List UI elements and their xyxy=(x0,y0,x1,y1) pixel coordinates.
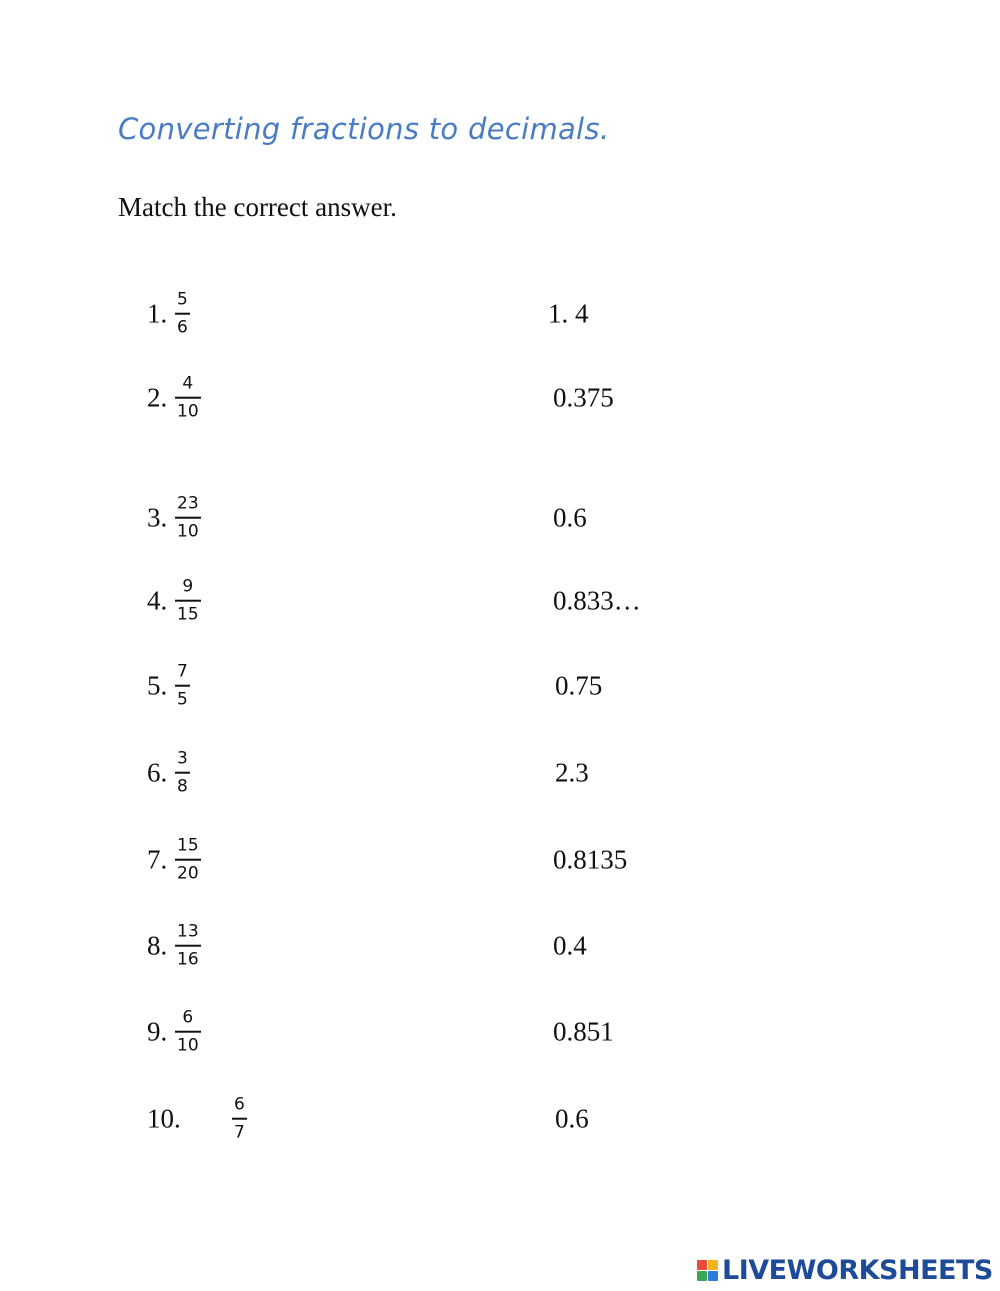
logo-square-green xyxy=(697,1271,707,1281)
fraction-numerator: 9 xyxy=(182,576,194,597)
fraction-denominator: 15 xyxy=(177,604,199,625)
fraction xyxy=(175,289,190,338)
logo-square-yellow xyxy=(708,1260,718,1270)
fraction-numerator: 4 xyxy=(182,373,194,394)
question-row xyxy=(0,284,1000,344)
question-row xyxy=(0,656,1000,716)
fraction-denominator: 20 xyxy=(177,863,199,884)
question-row xyxy=(0,916,1000,976)
fraction-numerator: 15 xyxy=(177,835,199,856)
answer-option[interactable]: 2.3 xyxy=(555,757,589,788)
fraction-numerator: 6 xyxy=(182,1007,194,1028)
fraction-numerator: 13 xyxy=(177,921,199,942)
fraction xyxy=(175,835,201,884)
question-row xyxy=(0,1002,1000,1062)
fraction-denominator: 10 xyxy=(177,1035,199,1056)
question-row xyxy=(0,1089,1000,1149)
fraction xyxy=(232,1094,247,1143)
fraction-denominator: 7 xyxy=(234,1122,245,1143)
question-number: 9. xyxy=(147,1016,168,1047)
fraction-denominator: 5 xyxy=(177,689,188,710)
fraction xyxy=(175,576,201,625)
liveworksheets-logo[interactable] xyxy=(697,1255,993,1285)
fraction xyxy=(175,1007,201,1056)
question-number: 1. xyxy=(147,298,168,329)
instruction-text: Match the correct answer. xyxy=(118,192,397,222)
question-row xyxy=(0,571,1000,631)
fraction xyxy=(175,921,201,970)
question-number: 5. xyxy=(147,670,168,701)
answer-option[interactable]: 1. 4 xyxy=(548,298,589,329)
fraction xyxy=(175,661,190,710)
question-row xyxy=(0,488,1000,548)
fraction-denominator: 6 xyxy=(177,317,188,338)
answer-option[interactable]: 0.851 xyxy=(553,1016,614,1047)
answer-option[interactable]: 0.6 xyxy=(555,1103,589,1134)
question-number: 7. xyxy=(147,844,168,875)
fraction-numerator: 5 xyxy=(177,289,188,310)
question-number: 3. xyxy=(147,502,168,533)
question-row xyxy=(0,743,1000,803)
fraction-denominator: 10 xyxy=(177,521,199,542)
fraction-denominator: 8 xyxy=(177,776,188,797)
answer-option[interactable]: 0.375 xyxy=(553,382,614,413)
fraction-denominator: 10 xyxy=(177,401,199,422)
logo-square-blue xyxy=(708,1271,718,1281)
fraction-numerator: 7 xyxy=(177,661,188,682)
logo-text: LIVEWORKSHEETS xyxy=(722,1254,993,1286)
answer-option[interactable]: 0.833… xyxy=(553,585,641,616)
fraction-numerator: 23 xyxy=(177,493,199,514)
fraction-numerator: 6 xyxy=(234,1094,245,1115)
logo-square-red xyxy=(697,1260,707,1270)
question-number: 6. xyxy=(147,757,168,788)
logo-mark-icon xyxy=(697,1260,718,1281)
answer-option[interactable]: 0.8135 xyxy=(553,844,628,875)
question-number: 2. xyxy=(147,382,168,413)
worksheet-title: Converting fractions to decimals. xyxy=(118,112,610,146)
question-row xyxy=(0,368,1000,428)
answer-option[interactable]: 0.4 xyxy=(553,930,587,961)
fraction xyxy=(175,493,201,542)
fraction-numerator: 3 xyxy=(177,748,188,769)
question-row xyxy=(0,830,1000,890)
answer-option[interactable]: 0.6 xyxy=(553,502,587,533)
question-number: 4. xyxy=(147,585,168,616)
question-number: 10. xyxy=(147,1103,181,1134)
answer-option[interactable]: 0.75 xyxy=(555,670,603,701)
fraction xyxy=(175,373,201,422)
question-number: 8. xyxy=(147,930,168,961)
fraction xyxy=(175,748,190,797)
fraction-denominator: 16 xyxy=(177,949,199,970)
